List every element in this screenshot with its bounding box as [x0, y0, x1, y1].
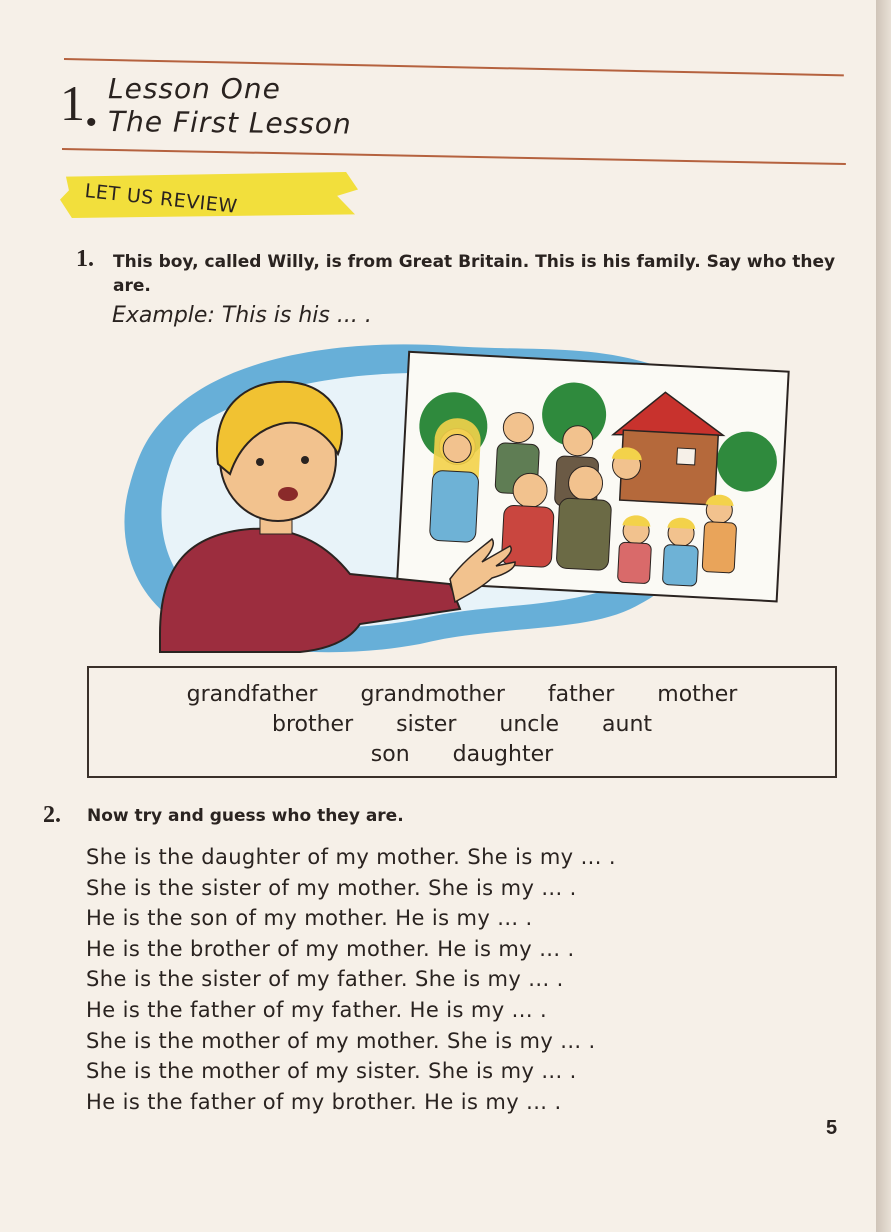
vocabulary-row-1: [89, 682, 835, 707]
exercise-1-number: 1.: [76, 246, 94, 272]
vocabulary-row-3: [89, 742, 835, 767]
exercise-1-instruction: This boy, called Willy, is from Great Britain. This is his family. Say who they are.: [113, 252, 836, 296]
vocab-word: brother: [271, 712, 354, 737]
sentence: He is the son of my mother. He is my ... .: [86, 906, 533, 931]
vocab-word: son: [370, 742, 410, 767]
lesson-title-line2: The First Lesson: [107, 105, 352, 141]
lesson-title-line1: Lesson One: [108, 72, 281, 105]
lesson-number: 1: [60, 75, 85, 131]
sentence: She is the mother of my mother. She is my ... .: [86, 1028, 596, 1053]
family-illustration: [120, 334, 810, 660]
exercise-1-example: Example: This is his ... .: [112, 303, 372, 328]
vocab-word: mother: [657, 682, 738, 707]
vocabulary-box: [87, 666, 837, 778]
vocab-word: grandmother: [360, 682, 505, 707]
sentence: He is the father of my father. He is my ... .: [86, 997, 548, 1022]
family-photo: [397, 352, 789, 602]
exercise-2-instruction: Now try and guess who they are.: [87, 806, 404, 826]
sentence: She is the mother of my sister. She is my ... .: [86, 1059, 577, 1084]
vocab-word: daughter: [452, 742, 554, 767]
sentence: She is the sister of my father. She is my ... .: [86, 967, 564, 992]
vocab-word: uncle: [499, 712, 560, 737]
page-number: 5: [826, 1117, 838, 1139]
header-rule-bottom: [62, 148, 846, 165]
sentence: He is the father of my brother. He is my ... .: [86, 1089, 562, 1114]
sentence: He is the brother of my mother. He is my ... .: [86, 936, 575, 961]
sentence: She is the sister of my mother. She is my ... .: [86, 875, 577, 900]
lesson-dot: •: [86, 106, 97, 139]
exercise-2-sentences: [86, 842, 616, 1117]
vocab-word: father: [547, 682, 615, 707]
review-label: LET US REVIEW: [83, 180, 239, 218]
vocab-word: grandfather: [186, 682, 318, 707]
vocab-word: aunt: [602, 712, 653, 737]
book-edge: [876, 0, 891, 1232]
vocabulary-row-2: [89, 712, 835, 737]
sentence: She is the daughter of my mother. She is my ... .: [86, 845, 616, 869]
exercise-2-number: 2.: [43, 802, 61, 828]
vocab-word: sister: [396, 712, 457, 737]
